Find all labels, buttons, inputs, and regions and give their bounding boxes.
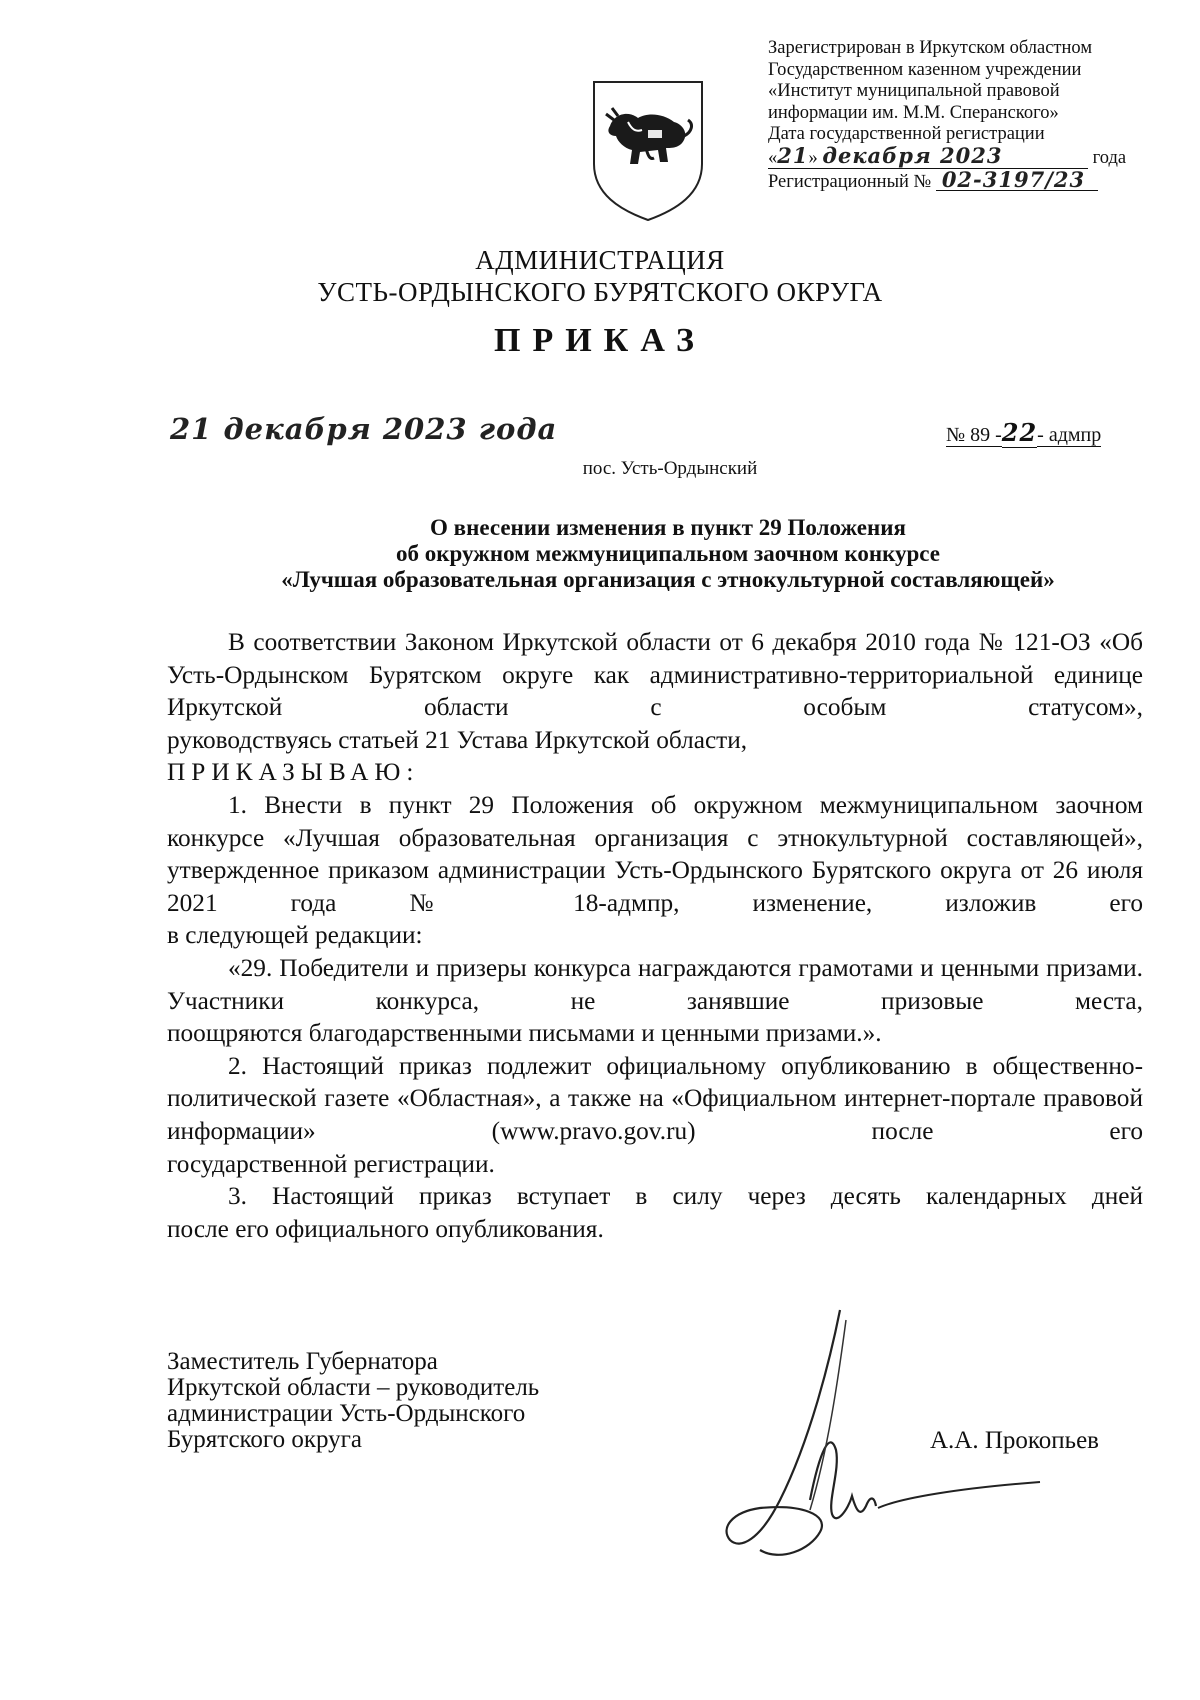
item-1-quote-paragraph: «29. Победители и призеры конкурса награждаются грамотами и ценными призами. Участники конкурса, не занявшие призовые места, <box>167 953 1143 1015</box>
item-1-quote-last-line: поощряются благодарственными письмами и ценными призами.». <box>167 1019 882 1048</box>
preamble-paragraph: В соответствии Законом Иркутской области от 6 декабря 2010 года № 121-ОЗ «Об Усть-Ордынском Бурятском округе как административно-территориальной единице Иркутской области с особым статусом», <box>167 628 1143 722</box>
position-line: Бурятского округа <box>167 1426 362 1453</box>
date-quote-open: « <box>768 147 778 168</box>
order-number-handwritten: 22 <box>1001 418 1038 447</box>
stamp-line: «Институт муниципальной правовой <box>768 81 1060 102</box>
order-subject <box>0 515 1200 593</box>
stamp-line: Дата государственной регистрации <box>768 124 1045 145</box>
position-line: администрации Усть-Ордынского <box>167 1400 526 1427</box>
item-3-last-line: после его официального опубликования. <box>167 1214 604 1243</box>
subject-line: О внесении изменения в пункт 29 Положения <box>430 515 906 540</box>
date-suffix: года <box>1092 147 1127 168</box>
signer-position <box>167 1349 539 1453</box>
order-date-handwritten: 21 декабря 2023 года <box>170 412 558 446</box>
subject-line: об окружном межмуниципальном заочном конкурсе <box>395 541 941 566</box>
document-type-title: ПРИКАЗ <box>494 322 706 359</box>
position-line: Заместитель Губернатора <box>167 1348 438 1375</box>
date-quote-close: » <box>808 147 818 168</box>
registration-month-year: декабря 2023 <box>822 142 1003 168</box>
registration-stamp <box>768 38 1148 193</box>
order-number-suffix: - адмпр <box>1037 424 1102 446</box>
registration-number: 02-3197/23 <box>936 170 1098 191</box>
order-number-prefix: № 89 - <box>946 424 1002 446</box>
item-1-last-line: в следующей редакции: <box>167 921 423 950</box>
issuing-authority <box>0 244 1200 308</box>
order-directive-word: ПРИКАЗЫВАЮ: <box>167 758 420 787</box>
stamp-line: Государственном казенном учреждении <box>768 59 1082 80</box>
item-1-paragraph: 1. Внести в пункт 29 Положения об окружном межмуниципальном заочном конкурсе «Лучшая образовательная организация с этнокультурной составляющей», утвержденное приказом администрации Усть-Ордынского Бурятского округа от 26 июля 2021 года № 18-адмпр, изменение, изложив его <box>167 790 1143 917</box>
registration-number-line <box>768 166 1148 194</box>
stamp-line: информации им. М.М. Сперанского» <box>768 102 1059 123</box>
authority-line: АДМИНИСТРАЦИЯ <box>475 245 725 275</box>
order-body <box>167 626 1143 1245</box>
tiger-figure-icon <box>606 108 691 164</box>
item-2-last-line: государственной регистрации. <box>167 1149 495 1178</box>
item-2-paragraph: 2. Настоящий приказ подлежит официальному опубликованию в общественно-политической газете «Областная», а также на «Официальном интернет-портале правовой информации» (www.pravo.gov.ru) после его <box>167 1051 1143 1145</box>
registration-number-label: Регистрационный № <box>768 171 932 192</box>
order-number <box>946 418 1101 447</box>
position-line: Иркутской области – руководитель <box>167 1374 540 1401</box>
coat-of-arms-emblem <box>588 78 708 224</box>
stamp-line: Зарегистрирован в Иркутском областном <box>768 38 1093 58</box>
authority-line: УСТЬ-ОРДЫНСКОГО БУРЯТСКОГО ОКРУГА <box>317 277 883 307</box>
item-3-paragraph: 3. Настоящий приказ вступает в силу через десять календарных дней <box>228 1182 1143 1211</box>
preamble-last-line: руководствуясь статьей 21 Устава Иркутской области, <box>167 725 748 754</box>
registration-day: 21 <box>777 142 809 168</box>
place-of-issue: пос. Усть-Ордынский <box>582 458 758 479</box>
signer-name: А.А. Прокопьев <box>930 1427 1099 1454</box>
subject-line: «Лучшая образовательная организация с этнокультурной составляющей» <box>281 567 1055 592</box>
